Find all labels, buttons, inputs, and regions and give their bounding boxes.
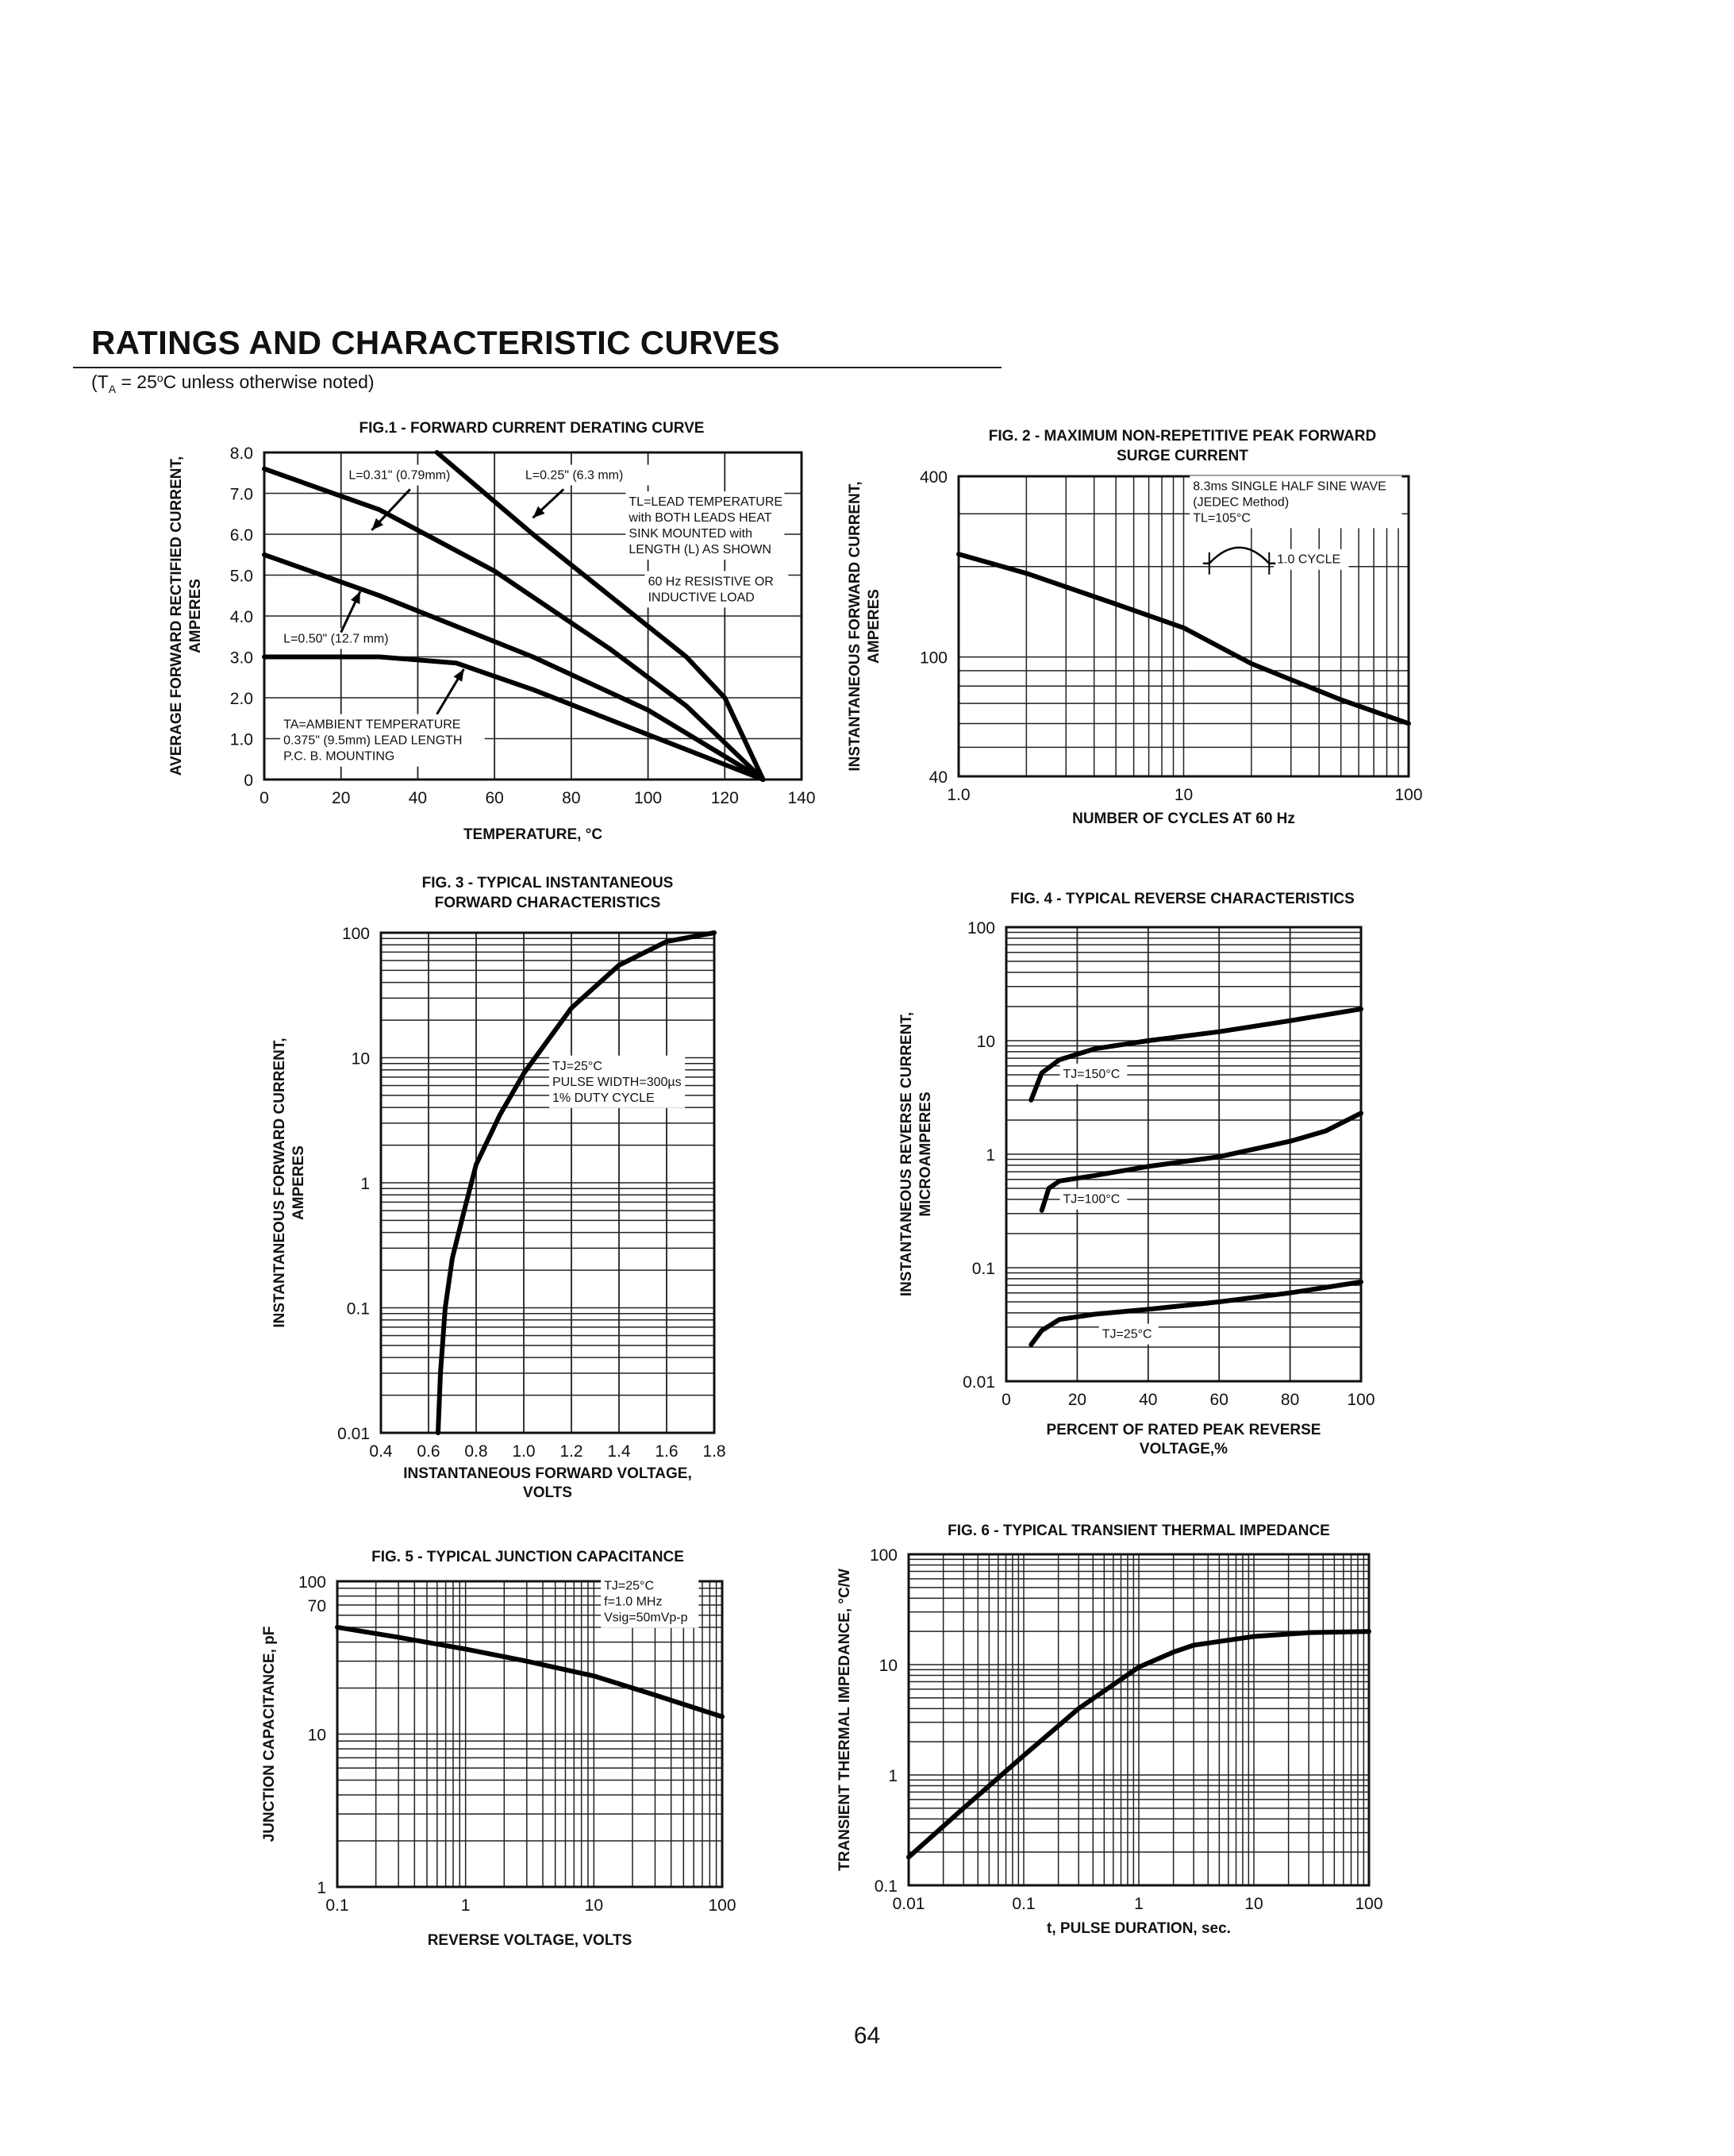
x-tick-label: 100 xyxy=(708,1896,736,1915)
y-tick-label: 0.1 xyxy=(346,1299,370,1319)
y-axis-label: INSTANTANEOUS REVERSE CURRENT, xyxy=(898,1011,915,1297)
annotation-text: f=1.0 MHz xyxy=(604,1595,663,1609)
y-tick-label: 1.0 xyxy=(229,730,253,749)
x-axis-label: t, PULSE DURATION, sec. xyxy=(1047,1920,1231,1937)
x-tick-label: 1.2 xyxy=(559,1442,583,1461)
y-tick-label: 40 xyxy=(929,768,948,787)
x-tick-label: 120 xyxy=(710,789,739,807)
y-tick-label: 1 xyxy=(360,1175,370,1193)
y-axis-label: JUNCTION CAPACITANCE, pF xyxy=(261,1626,278,1842)
y-axis-label: AMPERES xyxy=(290,1145,307,1220)
x-tick-label: 100 xyxy=(1347,1391,1375,1409)
fig1-chart xyxy=(168,420,816,843)
page-title: RATINGS AND CHARACTERISTIC CURVES xyxy=(91,324,780,361)
x-tick-label: 10 xyxy=(1244,1895,1263,1913)
x-tick-label: 1.0 xyxy=(512,1442,536,1461)
annotation-text: TL=LEAD TEMPERATURE xyxy=(629,495,783,509)
y-axis-label: INSTANTANEOUS FORWARD CURRENT, xyxy=(271,1038,288,1328)
x-axis-label: REVERSE VOLTAGE, VOLTS xyxy=(427,1932,632,1949)
annotation-text: L=0.25" (6.3 mm) xyxy=(525,468,624,483)
x-tick-label: 80 xyxy=(1280,1391,1300,1409)
y-tick-label: 100 xyxy=(919,649,948,668)
chart-title: FIG. 6 - TYPICAL TRANSIENT THERMAL IMPEDANCE xyxy=(948,1523,1330,1539)
series-line xyxy=(337,1627,722,1717)
chart-title: FIG. 3 - TYPICAL INSTANTANEOUS xyxy=(421,875,674,891)
y-axis-label: INSTANTANEOUS FORWARD CURRENT, xyxy=(847,481,863,772)
x-tick-label: 100 xyxy=(1394,786,1423,804)
x-tick-label: 20 xyxy=(1067,1391,1087,1409)
y-tick-label: 100 xyxy=(869,1546,898,1565)
x-axis-label: TEMPERATURE, °C xyxy=(463,826,603,843)
subtitle-mid: = 25 xyxy=(116,372,157,392)
x-tick-label: 20 xyxy=(332,789,351,807)
x-tick-label: 1.0 xyxy=(947,786,971,804)
x-tick-label: 0.6 xyxy=(417,1442,440,1461)
x-tick-label: 100 xyxy=(1355,1895,1383,1913)
x-tick-label: 0.1 xyxy=(1012,1895,1036,1913)
y-tick-label: 3.0 xyxy=(229,649,253,668)
x-tick-label: 10 xyxy=(584,1896,604,1915)
x-axis-label: VOLTAGE,% xyxy=(1139,1441,1228,1457)
annotation-text: SINK MOUNTED with xyxy=(629,526,752,541)
y-tick-label: 1 xyxy=(888,1767,898,1785)
page-number: 64 xyxy=(853,2023,881,2049)
annotation-text: L=0.31" (0.79mm) xyxy=(348,468,451,483)
annotation-text: PULSE WIDTH=300µs xyxy=(552,1075,682,1089)
x-tick-label: 1.4 xyxy=(607,1442,631,1461)
y-tick-label: 100 xyxy=(341,925,370,943)
x-tick-label: 0.4 xyxy=(369,1442,393,1461)
y-tick-label: 0.01 xyxy=(337,1425,370,1443)
x-tick-label: 0.01 xyxy=(892,1895,925,1913)
annotation-text: 60 Hz RESISTIVE OR xyxy=(648,575,774,589)
y-tick-label: 0.01 xyxy=(963,1373,995,1392)
annotation-text: P.C. B. MOUNTING xyxy=(283,749,395,764)
y-axis-label: AMPERES xyxy=(187,579,204,653)
chart-title: FIG. 4 - TYPICAL REVERSE CHARACTERISTICS xyxy=(1010,891,1355,907)
annotation-text: Vsig=50mVp-p xyxy=(604,1611,688,1625)
y-tick-label: 1 xyxy=(317,1879,326,1897)
y-tick-label: 100 xyxy=(298,1573,326,1592)
y-tick-label: 8.0 xyxy=(229,445,253,463)
fig5-chart xyxy=(261,1549,736,1949)
x-tick-label: 0.1 xyxy=(325,1896,349,1915)
y-tick-label: 6.0 xyxy=(229,526,253,545)
x-tick-label: 10 xyxy=(1174,786,1194,804)
x-axis-label: PERCENT OF RATED PEAK REVERSE xyxy=(1046,1422,1321,1438)
annotation-text: 0.375" (9.5mm) LEAD LENGTH xyxy=(283,733,463,748)
x-tick-label: 60 xyxy=(1209,1391,1228,1409)
annotation-text: TL=105°C xyxy=(1193,511,1251,526)
annotation-text: INDUCTIVE LOAD xyxy=(648,591,755,605)
y-tick-label: 1 xyxy=(986,1146,995,1165)
x-tick-label: 1.8 xyxy=(702,1442,726,1461)
y-tick-label: 10 xyxy=(307,1726,326,1745)
fig6-chart xyxy=(836,1523,1383,1937)
x-tick-label: 0.8 xyxy=(464,1442,488,1461)
annotation-text: with BOTH LEADS HEAT xyxy=(629,510,772,525)
x-tick-label: 80 xyxy=(562,789,581,807)
chart-title: FORWARD CHARACTERISTICS xyxy=(434,895,661,911)
subtitle-superscript: o xyxy=(156,372,163,384)
y-tick-label: 70 xyxy=(307,1596,326,1615)
fig2-chart xyxy=(847,428,1423,827)
chart-title: FIG.1 - FORWARD CURRENT DERATING CURVE xyxy=(359,420,705,437)
subtitle-subscript: A xyxy=(108,383,117,395)
x-tick-label: 40 xyxy=(408,789,428,807)
x-tick-label: 100 xyxy=(634,789,663,807)
annotation-text: 1.0 CYCLE xyxy=(1277,552,1341,567)
fig3-chart xyxy=(271,875,726,1501)
chart-title: FIG. 5 - TYPICAL JUNCTION CAPACITANCE xyxy=(371,1549,684,1565)
y-axis-label: AVERAGE FORWARD RECTIFIED CURRENT, xyxy=(168,456,185,776)
y-tick-label: 10 xyxy=(351,1049,370,1068)
fig4-chart xyxy=(898,891,1375,1457)
y-tick-label: 10 xyxy=(879,1657,898,1675)
subtitle-pre: (T xyxy=(91,372,109,392)
annotation-text: TJ=150°C xyxy=(1063,1067,1121,1081)
y-tick-label: 100 xyxy=(967,919,995,937)
annotation-text: L=0.50" (12.7 mm) xyxy=(283,632,389,646)
annotation-text: TJ=25°C xyxy=(1102,1327,1152,1342)
subtitle-post: C unless otherwise noted) xyxy=(163,372,375,392)
x-tick-label: 140 xyxy=(787,789,816,807)
annotation-text: 1% DUTY CYCLE xyxy=(552,1091,655,1105)
y-tick-label: 400 xyxy=(919,468,948,487)
annotation-text: TJ=25°C xyxy=(552,1059,602,1073)
y-tick-label: 0.1 xyxy=(971,1260,995,1278)
x-tick-label: 0 xyxy=(260,789,269,807)
y-axis-label: TRANSIENT THERMAL IMPEDANCE, °C/W xyxy=(836,1569,853,1871)
y-axis-label: MICROAMPERES xyxy=(917,1091,934,1217)
x-tick-label: 1 xyxy=(1134,1895,1144,1913)
x-axis-label: VOLTS xyxy=(523,1484,572,1501)
x-tick-label: 40 xyxy=(1139,1391,1158,1409)
y-tick-label: 2.0 xyxy=(229,690,253,708)
annotation-text: TJ=25°C xyxy=(604,1579,655,1593)
x-axis-label: INSTANTANEOUS FORWARD VOLTAGE, xyxy=(403,1465,692,1482)
sine-pulse-icon xyxy=(1203,548,1275,564)
x-axis-label: NUMBER OF CYCLES AT 60 Hz xyxy=(1072,810,1295,827)
chart-title: SURGE CURRENT xyxy=(1117,448,1248,464)
annotation-text: LENGTH (L) AS SHOWN xyxy=(629,542,771,556)
annotation-text: TJ=100°C xyxy=(1063,1192,1121,1207)
y-tick-label: 0.1 xyxy=(874,1877,898,1896)
annotation-text: 8.3ms SINGLE HALF SINE WAVE xyxy=(1193,479,1386,494)
x-tick-label: 0 xyxy=(1002,1391,1011,1409)
y-tick-label: 10 xyxy=(976,1033,995,1051)
y-tick-label: 0 xyxy=(244,772,253,790)
y-axis-label: AMPERES xyxy=(866,589,882,664)
x-tick-label: 1 xyxy=(460,1896,471,1915)
annotation-text: (JEDEC Method) xyxy=(1193,495,1290,510)
y-tick-label: 5.0 xyxy=(229,567,253,586)
y-tick-label: 7.0 xyxy=(229,485,253,504)
y-tick-label: 4.0 xyxy=(229,608,253,626)
chart-title: FIG. 2 - MAXIMUM NON-REPETITIVE PEAK FORWARD xyxy=(988,428,1377,445)
annotation-text: TA=AMBIENT TEMPERATURE xyxy=(283,718,461,732)
x-tick-label: 60 xyxy=(485,789,504,807)
x-tick-label: 1.6 xyxy=(655,1442,679,1461)
